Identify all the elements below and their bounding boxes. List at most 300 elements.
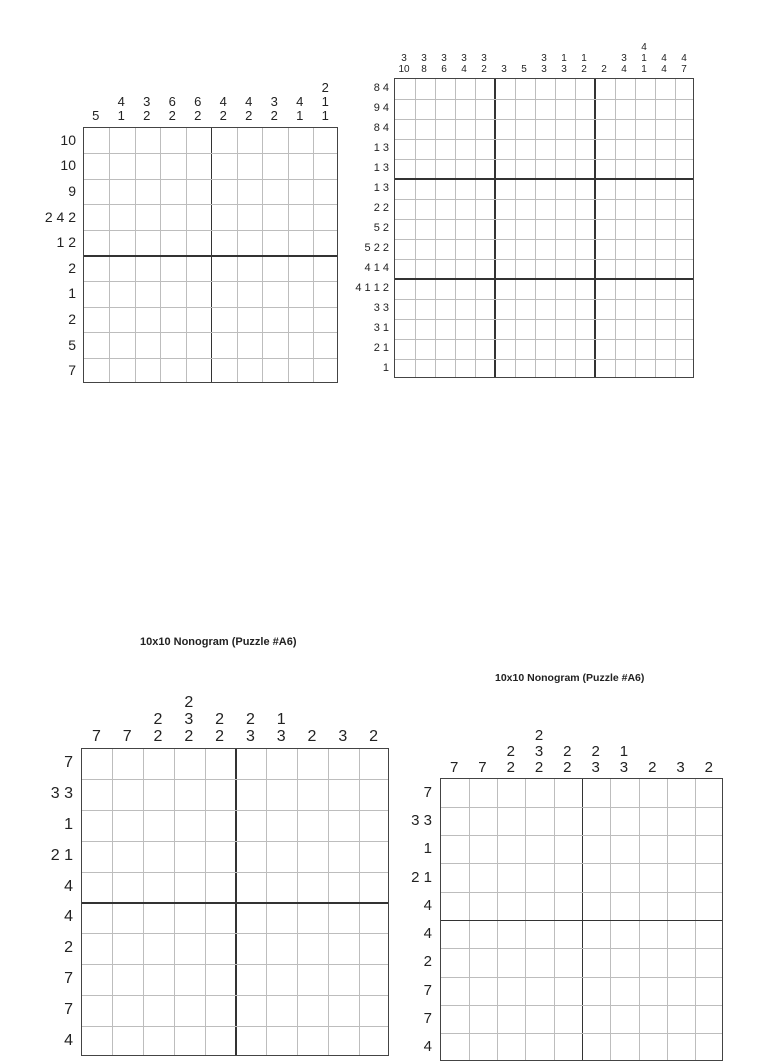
grid-cell[interactable] <box>144 841 175 872</box>
grid-cell[interactable] <box>655 199 675 219</box>
grid-cell[interactable] <box>639 864 667 892</box>
grid-cell[interactable] <box>635 219 655 239</box>
grid-cell[interactable] <box>583 779 611 807</box>
grid-cell[interactable] <box>475 79 495 99</box>
grid-cell[interactable] <box>298 965 329 996</box>
grid-cell[interactable] <box>205 841 236 872</box>
grid-cell[interactable] <box>212 230 238 256</box>
grid-cell[interactable] <box>267 749 298 780</box>
grid-cell[interactable] <box>395 219 415 239</box>
grid-cell[interactable] <box>615 119 635 139</box>
grid-cell[interactable] <box>415 259 435 279</box>
grid-cell[interactable] <box>535 319 555 339</box>
grid-cell[interactable] <box>174 903 205 934</box>
grid-cell[interactable] <box>639 807 667 835</box>
grid-cell[interactable] <box>475 199 495 219</box>
grid-cell[interactable] <box>415 99 435 119</box>
grid-cell[interactable] <box>415 319 435 339</box>
grid-cell[interactable] <box>395 339 415 359</box>
grid-cell[interactable] <box>615 199 635 219</box>
grid-cell[interactable] <box>655 79 675 99</box>
grid-cell[interactable] <box>455 79 475 99</box>
grid-cell[interactable] <box>288 307 314 333</box>
grid-cell[interactable] <box>236 841 267 872</box>
grid-cell[interactable] <box>675 299 695 319</box>
grid-cell[interactable] <box>110 333 136 359</box>
grid-cell[interactable] <box>583 1034 611 1062</box>
grid-cell[interactable] <box>205 872 236 903</box>
grid-cell[interactable] <box>415 79 435 99</box>
grid-cell[interactable] <box>615 99 635 119</box>
grid-cell[interactable] <box>515 99 535 119</box>
grid-cell[interactable] <box>110 154 136 180</box>
grid-cell[interactable] <box>82 749 113 780</box>
grid-cell[interactable] <box>639 921 667 949</box>
grid-cell[interactable] <box>611 892 639 920</box>
grid-cell[interactable] <box>84 358 110 384</box>
grid-cell[interactable] <box>535 179 555 199</box>
grid-cell[interactable] <box>515 119 535 139</box>
grid-cell[interactable] <box>535 99 555 119</box>
grid-cell[interactable] <box>595 219 615 239</box>
grid-cell[interactable] <box>298 749 329 780</box>
grid-cell[interactable] <box>237 282 263 308</box>
grid-cell[interactable] <box>639 1005 667 1033</box>
grid-cell[interactable] <box>615 139 635 159</box>
grid-cell[interactable] <box>555 259 575 279</box>
grid-cell[interactable] <box>515 159 535 179</box>
grid-cell[interactable] <box>435 99 455 119</box>
grid-cell[interactable] <box>135 256 161 282</box>
grid-cell[interactable] <box>415 159 435 179</box>
grid-cell[interactable] <box>675 179 695 199</box>
grid-cell[interactable] <box>84 128 110 154</box>
grid-cell[interactable] <box>135 128 161 154</box>
grid-cell[interactable] <box>655 139 675 159</box>
grid-cell[interactable] <box>667 836 695 864</box>
grid-cell[interactable] <box>328 780 359 811</box>
grid-cell[interactable] <box>314 230 340 256</box>
grid-cell[interactable] <box>415 299 435 319</box>
grid-cell[interactable] <box>236 934 267 965</box>
grid-cell[interactable] <box>113 1026 144 1057</box>
grid-cell[interactable] <box>161 307 187 333</box>
grid-cell[interactable] <box>135 179 161 205</box>
grid-cell[interactable] <box>236 965 267 996</box>
grid-cell[interactable] <box>611 921 639 949</box>
grid-cell[interactable] <box>526 921 554 949</box>
grid-cell[interactable] <box>675 359 695 379</box>
grid-cell[interactable] <box>535 299 555 319</box>
grid-cell[interactable] <box>359 841 390 872</box>
grid-cell[interactable] <box>696 836 724 864</box>
grid-cell[interactable] <box>82 995 113 1026</box>
grid-cell[interactable] <box>161 205 187 231</box>
grid-cell[interactable] <box>495 339 515 359</box>
grid-cell[interactable] <box>611 779 639 807</box>
grid-cell[interactable] <box>575 259 595 279</box>
grid-cell[interactable] <box>455 199 475 219</box>
grid-cell[interactable] <box>288 358 314 384</box>
grid-cell[interactable] <box>395 299 415 319</box>
grid-cell[interactable] <box>555 139 575 159</box>
grid-cell[interactable] <box>359 965 390 996</box>
grid-cell[interactable] <box>435 119 455 139</box>
grid-cell[interactable] <box>555 279 575 299</box>
grid-cell[interactable] <box>110 205 136 231</box>
grid-cell[interactable] <box>84 179 110 205</box>
grid-cell[interactable] <box>655 359 675 379</box>
grid-cell[interactable] <box>298 903 329 934</box>
grid-cell[interactable] <box>267 1026 298 1057</box>
grid-cell[interactable] <box>611 949 639 977</box>
grid-cell[interactable] <box>639 977 667 1005</box>
grid-cell[interactable] <box>635 99 655 119</box>
grid-cell[interactable] <box>82 903 113 934</box>
grid-cell[interactable] <box>498 892 526 920</box>
grid-cell[interactable] <box>328 934 359 965</box>
grid-cell[interactable] <box>288 282 314 308</box>
grid-cell[interactable] <box>495 119 515 139</box>
grid-cell[interactable] <box>435 199 455 219</box>
grid-cell[interactable] <box>298 872 329 903</box>
grid-cell[interactable] <box>359 934 390 965</box>
grid-cell[interactable] <box>595 139 615 159</box>
grid-cell[interactable] <box>236 780 267 811</box>
grid-cell[interactable] <box>84 256 110 282</box>
grid-cell[interactable] <box>415 199 435 219</box>
grid-cell[interactable] <box>110 358 136 384</box>
grid-cell[interactable] <box>212 256 238 282</box>
grid-cell[interactable] <box>455 239 475 259</box>
grid-cell[interactable] <box>455 339 475 359</box>
grid-cell[interactable] <box>144 780 175 811</box>
grid-cell[interactable] <box>267 903 298 934</box>
grid-cell[interactable] <box>583 836 611 864</box>
grid-cell[interactable] <box>186 256 212 282</box>
grid-cell[interactable] <box>236 749 267 780</box>
grid-cell[interactable] <box>535 119 555 139</box>
grid-cell[interactable] <box>639 949 667 977</box>
grid-cell[interactable] <box>435 259 455 279</box>
grid-cell[interactable] <box>435 179 455 199</box>
grid-cell[interactable] <box>359 903 390 934</box>
grid-cell[interactable] <box>595 99 615 119</box>
grid-cell[interactable] <box>144 811 175 842</box>
grid-cell[interactable] <box>263 256 289 282</box>
grid-cell[interactable] <box>314 307 340 333</box>
grid-cell[interactable] <box>675 339 695 359</box>
grid-cell[interactable] <box>575 79 595 99</box>
grid-cell[interactable] <box>526 1005 554 1033</box>
grid-cell[interactable] <box>455 139 475 159</box>
grid-cell[interactable] <box>575 179 595 199</box>
grid-cell[interactable] <box>611 1034 639 1062</box>
grid-cell[interactable] <box>395 159 415 179</box>
grid-cell[interactable] <box>144 903 175 934</box>
grid-cell[interactable] <box>359 995 390 1026</box>
grid-cell[interactable] <box>475 299 495 319</box>
grid-cell[interactable] <box>655 339 675 359</box>
grid-cell[interactable] <box>236 1026 267 1057</box>
grid-cell[interactable] <box>535 139 555 159</box>
grid-cell[interactable] <box>595 119 615 139</box>
grid-cell[interactable] <box>205 934 236 965</box>
grid-cell[interactable] <box>205 749 236 780</box>
grid-cell[interactable] <box>575 299 595 319</box>
grid-cell[interactable] <box>635 79 655 99</box>
grid-cell[interactable] <box>655 319 675 339</box>
grid-cell[interactable] <box>455 219 475 239</box>
grid-cell[interactable] <box>696 807 724 835</box>
grid-cell[interactable] <box>495 259 515 279</box>
grid-cell[interactable] <box>395 239 415 259</box>
grid-cell[interactable] <box>498 949 526 977</box>
grid-cell[interactable] <box>635 359 655 379</box>
grid-cell[interactable] <box>288 205 314 231</box>
grid-cell[interactable] <box>554 977 582 1005</box>
grid-cell[interactable] <box>535 199 555 219</box>
grid-cell[interactable] <box>82 934 113 965</box>
grid-cell[interactable] <box>635 139 655 159</box>
grid-cell[interactable] <box>475 359 495 379</box>
grid-cell[interactable] <box>555 339 575 359</box>
grid-cell[interactable] <box>615 219 635 239</box>
grid-cell[interactable] <box>441 921 469 949</box>
grid-cell[interactable] <box>110 307 136 333</box>
grid-cell[interactable] <box>415 119 435 139</box>
grid-cell[interactable] <box>469 1034 497 1062</box>
grid-cell[interactable] <box>475 119 495 139</box>
grid-cell[interactable] <box>82 965 113 996</box>
grid-cell[interactable] <box>174 995 205 1026</box>
grid-cell[interactable] <box>495 359 515 379</box>
grid-cell[interactable] <box>515 339 535 359</box>
grid-cell[interactable] <box>667 949 695 977</box>
grid-cell[interactable] <box>611 1005 639 1033</box>
grid-cell[interactable] <box>455 319 475 339</box>
grid-cell[interactable] <box>554 864 582 892</box>
grid-cell[interactable] <box>435 339 455 359</box>
grid-cell[interactable] <box>263 179 289 205</box>
grid-cell[interactable] <box>415 279 435 299</box>
grid-cell[interactable] <box>667 1034 695 1062</box>
grid-cell[interactable] <box>395 99 415 119</box>
grid-cell[interactable] <box>435 359 455 379</box>
grid-cell[interactable] <box>263 307 289 333</box>
grid-cell[interactable] <box>655 159 675 179</box>
grid-cell[interactable] <box>615 299 635 319</box>
grid-cell[interactable] <box>267 872 298 903</box>
grid-cell[interactable] <box>263 154 289 180</box>
grid-cell[interactable] <box>135 333 161 359</box>
grid-cell[interactable] <box>639 836 667 864</box>
grid-cell[interactable] <box>205 995 236 1026</box>
grid-cell[interactable] <box>212 179 238 205</box>
grid-cell[interactable] <box>186 358 212 384</box>
grid-cell[interactable] <box>267 841 298 872</box>
grid-cell[interactable] <box>575 219 595 239</box>
grid-cell[interactable] <box>174 780 205 811</box>
grid-cell[interactable] <box>395 139 415 159</box>
grid-cell[interactable] <box>298 934 329 965</box>
grid-cell[interactable] <box>205 780 236 811</box>
grid-cell[interactable] <box>696 864 724 892</box>
grid-cell[interactable] <box>441 1034 469 1062</box>
grid-cell[interactable] <box>82 872 113 903</box>
grid-cell[interactable] <box>174 811 205 842</box>
grid-cell[interactable] <box>328 872 359 903</box>
grid-cell[interactable] <box>515 319 535 339</box>
grid-cell[interactable] <box>435 159 455 179</box>
grid-cell[interactable] <box>469 892 497 920</box>
grid-cell[interactable] <box>161 358 187 384</box>
grid-cell[interactable] <box>655 179 675 199</box>
grid-cell[interactable] <box>475 159 495 179</box>
grid-cell[interactable] <box>212 205 238 231</box>
grid-cell[interactable] <box>263 282 289 308</box>
grid-cell[interactable] <box>435 219 455 239</box>
grid-cell[interactable] <box>441 1005 469 1033</box>
grid-cell[interactable] <box>498 836 526 864</box>
grid-cell[interactable] <box>435 79 455 99</box>
grid-cell[interactable] <box>84 307 110 333</box>
grid-cell[interactable] <box>615 159 635 179</box>
grid-cell[interactable] <box>575 139 595 159</box>
grid-cell[interactable] <box>267 934 298 965</box>
grid-cell[interactable] <box>554 921 582 949</box>
grid-cell[interactable] <box>696 1034 724 1062</box>
grid-cell[interactable] <box>611 836 639 864</box>
grid-cell[interactable] <box>655 119 675 139</box>
grid-cell[interactable] <box>583 807 611 835</box>
grid-cell[interactable] <box>635 239 655 259</box>
grid-cell[interactable] <box>113 995 144 1026</box>
grid-cell[interactable] <box>498 921 526 949</box>
grid-cell[interactable] <box>135 358 161 384</box>
grid-cell[interactable] <box>615 79 635 99</box>
grid-cell[interactable] <box>535 339 555 359</box>
grid-cell[interactable] <box>455 159 475 179</box>
grid-cell[interactable] <box>495 199 515 219</box>
grid-cell[interactable] <box>475 319 495 339</box>
grid-cell[interactable] <box>535 219 555 239</box>
grid-cell[interactable] <box>314 256 340 282</box>
grid-cell[interactable] <box>113 872 144 903</box>
grid-cell[interactable] <box>639 1034 667 1062</box>
grid-cell[interactable] <box>515 259 535 279</box>
grid-cell[interactable] <box>575 319 595 339</box>
grid-cell[interactable] <box>135 282 161 308</box>
grid-cell[interactable] <box>328 903 359 934</box>
grid-cell[interactable] <box>212 282 238 308</box>
grid-cell[interactable] <box>110 128 136 154</box>
grid-cell[interactable] <box>475 259 495 279</box>
grid-cell[interactable] <box>314 333 340 359</box>
grid-cell[interactable] <box>495 319 515 339</box>
grid-cell[interactable] <box>635 279 655 299</box>
grid-cell[interactable] <box>667 864 695 892</box>
grid-cell[interactable] <box>395 79 415 99</box>
grid-cell[interactable] <box>515 219 535 239</box>
grid-cell[interactable] <box>675 259 695 279</box>
grid-cell[interactable] <box>575 239 595 259</box>
grid-cell[interactable] <box>555 239 575 259</box>
grid-cell[interactable] <box>675 219 695 239</box>
grid-cell[interactable] <box>498 864 526 892</box>
grid-cell[interactable] <box>495 99 515 119</box>
grid-cell[interactable] <box>415 239 435 259</box>
grid-cell[interactable] <box>495 219 515 239</box>
grid-cell[interactable] <box>263 333 289 359</box>
grid-cell[interactable] <box>535 159 555 179</box>
grid-cell[interactable] <box>113 934 144 965</box>
grid-cell[interactable] <box>237 333 263 359</box>
grid-cell[interactable] <box>675 159 695 179</box>
grid-cell[interactable] <box>515 179 535 199</box>
grid-cell[interactable] <box>469 949 497 977</box>
grid-cell[interactable] <box>441 779 469 807</box>
grid-cell[interactable] <box>675 99 695 119</box>
grid-cell[interactable] <box>575 99 595 119</box>
grid-cell[interactable] <box>186 154 212 180</box>
grid-cell[interactable] <box>205 811 236 842</box>
grid-cell[interactable] <box>554 807 582 835</box>
grid-cell[interactable] <box>595 299 615 319</box>
grid-cell[interactable] <box>526 1034 554 1062</box>
grid-cell[interactable] <box>237 307 263 333</box>
grid-cell[interactable] <box>554 1034 582 1062</box>
grid-cell[interactable] <box>675 279 695 299</box>
grid-cell[interactable] <box>655 239 675 259</box>
grid-cell[interactable] <box>554 949 582 977</box>
grid-cell[interactable] <box>515 359 535 379</box>
grid-cell[interactable] <box>328 1026 359 1057</box>
grid-cell[interactable] <box>615 259 635 279</box>
grid-cell[interactable] <box>236 872 267 903</box>
grid-cell[interactable] <box>555 219 575 239</box>
grid-cell[interactable] <box>555 79 575 99</box>
grid-cell[interactable] <box>288 154 314 180</box>
grid-cell[interactable] <box>161 179 187 205</box>
grid-cell[interactable] <box>144 749 175 780</box>
grid-cell[interactable] <box>615 179 635 199</box>
grid-cell[interactable] <box>475 239 495 259</box>
grid-cell[interactable] <box>212 154 238 180</box>
grid-cell[interactable] <box>174 872 205 903</box>
grid-cell[interactable] <box>615 239 635 259</box>
grid-cell[interactable] <box>237 358 263 384</box>
grid-cell[interactable] <box>328 811 359 842</box>
grid-cell[interactable] <box>667 1005 695 1033</box>
grid-cell[interactable] <box>575 279 595 299</box>
grid-cell[interactable] <box>611 807 639 835</box>
grid-cell[interactable] <box>113 749 144 780</box>
grid-cell[interactable] <box>314 154 340 180</box>
grid-cell[interactable] <box>635 259 655 279</box>
grid-cell[interactable] <box>655 279 675 299</box>
grid-cell[interactable] <box>82 780 113 811</box>
grid-cell[interactable] <box>314 358 340 384</box>
grid-cell[interactable] <box>655 299 675 319</box>
grid-cell[interactable] <box>455 259 475 279</box>
grid-cell[interactable] <box>655 219 675 239</box>
grid-cell[interactable] <box>237 205 263 231</box>
grid-cell[interactable] <box>328 995 359 1026</box>
grid-cell[interactable] <box>583 921 611 949</box>
grid-cell[interactable] <box>655 259 675 279</box>
grid-cell[interactable] <box>435 279 455 299</box>
